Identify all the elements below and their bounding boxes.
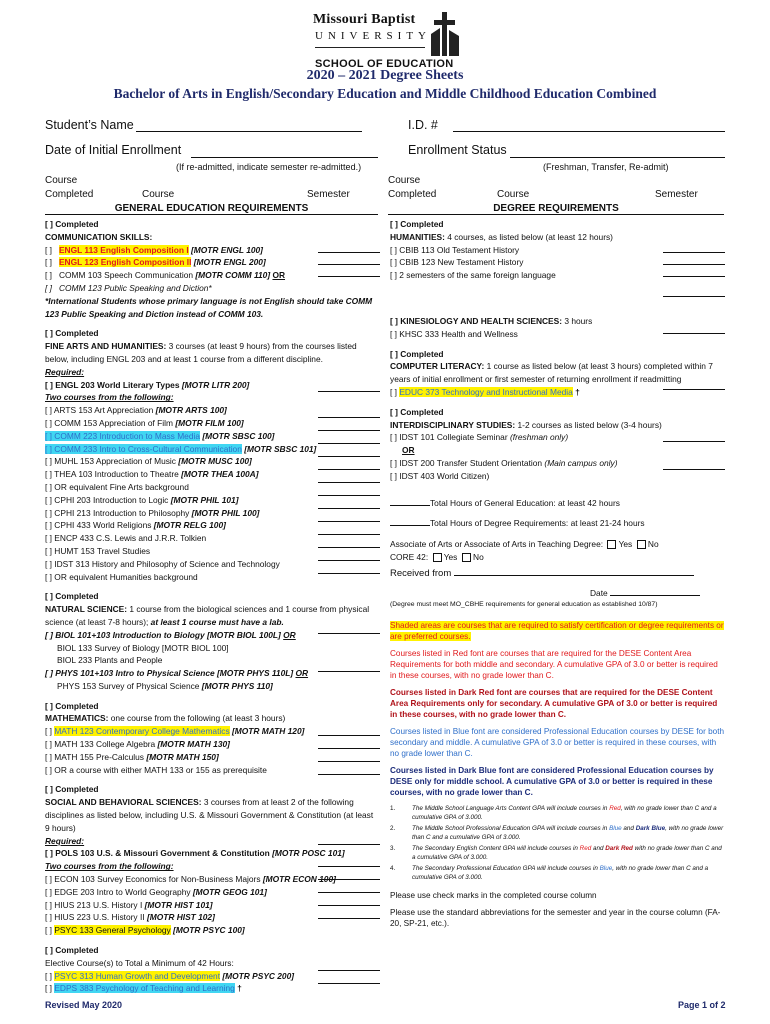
right-col-semester-label: Semester [655,189,698,200]
semester-blank[interactable] [663,469,725,470]
or-label: OR [402,445,415,456]
item-text: The Middle School Professional Education GPA will include courses in Blue and Dark Blue, with no grade lower than C and a cumulative GPA of 3.000. [412,825,724,842]
degree-column [390,218,726,929]
course-name: [ ] CPHI 433 World Religions [45,520,152,531]
no-checkbox[interactable] [637,540,646,549]
semester-blank[interactable] [663,276,725,277]
list-item [45,404,380,417]
elect-completed-checkbox[interactable]: [ ] Completed [45,945,99,956]
semester-blank[interactable] [663,296,725,297]
kin-desc: [ ] KINESIOLOGY AND HEALTH SCIENCES: 3 hours [390,315,593,326]
hum-desc: HUMANITIES: 4 courses, as listed below (at least 12 hours) [390,231,613,242]
course-name: [ ] THEA 103 Introduction to Theatre [45,469,179,480]
required-label: Required: [45,366,85,377]
motr-code: [MOTR GEOG 101] [192,886,267,897]
semester-blank[interactable] [318,905,380,906]
engl-123: ENGL 123 English Composition II [58,257,192,268]
semester-blank[interactable] [318,508,380,509]
left-col-course2-label: Course [142,189,175,200]
cl-completed-checkbox[interactable]: [ ] Completed [390,348,444,359]
course-name: [ ] OR equivalent Fine Arts background [45,481,189,492]
semester-blank[interactable] [318,633,380,634]
item-number: 1. [390,805,396,813]
left-col-completed-label: Completed [45,189,94,200]
list-item [45,430,380,443]
course-name: MATH 123 Contemporary College Mathematics [54,726,230,737]
color-word: Red [579,845,592,853]
core42: CORE 42: Yes No [390,551,484,562]
university-logo [313,10,463,70]
course-name: [ ] HUMT 153 Travel Studies [45,545,151,556]
motr-code: [MOTR SBSC 100] [202,430,275,441]
cl-desc: COMPUTER LITERACY: 1 course as listed below (at least 3 hours) completed within 7 years of initial enrollment or first semester of returning enrollment if readmitting [390,361,713,385]
course-name: [ ] HIUS 223 U.S. History II [45,912,145,923]
required-label: Required: [45,835,85,846]
id-completed-checkbox[interactable]: [ ] Completed [390,406,444,417]
semester-blank[interactable] [663,389,725,390]
id-desc: INTERDISCIPLINARY STUDIES: 1-2 courses as listed below (3-4 hours) [390,419,662,430]
right-col-completed-label: Completed [388,189,437,200]
motr-code: [MOTR HIST 101] [144,899,213,910]
fa-desc: FINE ARTS AND HUMANITIES: 3 courses (at least 9 hours) from the courses listed below, including ENGL 203 and at least 1 course from a different discipline. [45,341,357,364]
math-completed-checkbox[interactable]: [ ] Completed [45,700,99,711]
semester-blank[interactable] [318,534,380,535]
semester-blank[interactable] [318,264,380,265]
check-note: Please use check marks in the completed course column [390,891,597,901]
shaded-note: Shaded areas are courses that are required to satisfy certification or degree requirements or are preferred courses. [390,621,724,642]
list-item: [ ] IDST 403 World Citizen) [390,470,490,481]
enrollment-status-field[interactable] [510,157,725,158]
total-degree: Total Hours of Degree Requirements: at least 21-24 hours [390,517,726,530]
motr-code: [MOTR PHIL 100] [191,507,260,518]
engl-203: [ ] ENGL 203 World Literary Types [MOTR LITR 200] [45,379,250,390]
id-field[interactable] [453,131,725,132]
list-item [45,443,380,456]
course-name: [ ] CPHI 213 Introduction to Philosophy [45,507,190,518]
gpa-item [390,864,726,882]
course-name: [ ] ARTS 153 Art Appreciation [45,405,154,416]
two-from-label: Two courses from the following: [45,392,174,403]
elect-desc: Elective Course(s) to Total a Minimum of 42 Hours: [45,957,234,968]
received-from: Received from [390,567,726,581]
fa-list [45,404,380,583]
list-item: [ ] CBIB 113 Old Testament History [390,244,520,255]
motr-code: [MOTR MATH 150] [146,751,219,762]
course-name: [ ] COMM 223 Introduction to Mass Media [45,430,200,441]
semester-blank[interactable] [318,560,380,561]
course-name: [ ] IDST 313 History and Philosophy of Science and Technology [45,558,280,569]
course-name: [ ] COMM 153 Appreciation of Film [45,417,173,428]
cross-building-icon [431,12,459,56]
list-item: [ ] BIOL 101+103 Introduction to Biology [MOTR BIOL 100L] OR [45,629,296,640]
color-word: Red [609,805,621,813]
list-item: BIOL 133 Survey of Biology [MOTR BIOL 100] [57,642,229,653]
edps-383: [ ] EDPS 383 Psychology of Teaching and Learning † [45,983,242,994]
degree-title: Bachelor of Arts in English/Secondary Education and Middle Childhood Education Combined [113,86,657,101]
semester-blank[interactable] [318,761,380,762]
pols-103: [ ] POLS 103 U.S. & Missouri Government & Constitution [MOTR POSC 101] [45,848,345,859]
course-name: [ ] MUHL 153 Appreciation of Music [45,456,176,467]
semester-blank[interactable] [318,844,380,845]
dark-blue-note: Courses listed in Dark Blue font are considered Professional Education courses by DESE only for middle school. A cumulative GPA of 3.0 or better is required in these courses, with no grade lower than C. [390,766,714,798]
logo-line-3: SCHOOL OF EDUCATION [315,58,454,70]
box: [ ] MATH 133 College Algebra [45,739,156,750]
semester-blank[interactable] [318,276,380,277]
motr-code: [MOTR MATH 120] [231,726,305,737]
motr-code: [MOTR MATH 130] [157,739,230,750]
semester-blank[interactable] [318,970,380,971]
blue-note: Courses listed in Blue font are considered Professional Education courses by DESE for both secondary and middle. A cumulative GPA of 3.0 or better is required in these courses, with no grade lower than C. [390,727,725,759]
motr-code: [MOTR MUSC 100] [178,456,252,467]
item-number: 2. [390,825,396,833]
readmit-note: (If re-admitted, indicate semester re-admitted.) [176,162,362,172]
fa-completed-checkbox[interactable]: [ ] Completed [45,328,99,339]
intl-note: *International Students whose primary language is not English should take COMM 123 Public Speaking and Diction instead of COMM 103. [45,295,373,319]
list-item: [ ] COMM 123 Public Speaking and Diction* [45,282,212,293]
motr-code: [MOTR ECON 100] [262,874,336,885]
dark-red-note: Courses listed in Dark Red font are courses that are required for the DESE Content Area Requirements only for secondary. A cumulative GPA of 3.0 or better is required in these courses, with no grade lower than C. [390,688,718,720]
list-item: [ ] IDST 200 Transfer Student Orientation (Main campus only) [390,457,618,468]
semester-blank[interactable] [318,892,380,893]
course-name: [ ] COMM 233 Intro to Cross-Cultural Communication [45,443,242,454]
motr-code: [MOTR THEA 100A] [181,469,259,480]
color-word: Dark Red [605,845,633,853]
list-item: [ ] PHYS 101+103 Intro to Physical Science [MOTR PHYS 110L] OR [45,668,309,679]
item-text: The Middle School Language Arts Content GPA will include courses in Red, with no grade lower than C and a cumulative GPA of 3.000. [412,805,717,822]
list-item: PHYS 153 Survey of Physical Science [MOTR PHYS 110] [57,680,273,691]
course-name: [ ] EDGE 203 Intro to World Geography [45,886,191,897]
status-note: (Freshman, Transfer, Re-admit) [543,162,669,172]
student-name-label: Student’s Name [45,118,134,132]
engl-113: ENGL 113 English Composition I [58,244,189,255]
enrollment-status-label: Enrollment Status [408,143,507,157]
semester-blank[interactable] [318,547,380,548]
list-item [45,455,380,468]
semester-blank[interactable] [318,866,380,867]
motr-code: [MOTR RELG 100] [153,520,226,531]
semester-blank[interactable] [318,430,380,431]
total-gen-ed: Total Hours of General Education: at least 42 hours [390,497,726,510]
item-number: 3. [390,845,396,853]
revised-date: Revised May 2020 [45,1000,123,1010]
semester-blank[interactable] [318,735,380,736]
motr-code: [MOTR ARTS 100] [155,405,227,416]
course-name: [ ] CPHI 203 Introduction to Logic [45,494,169,505]
list-item: [ ] 2 semesters of the same foreign language [390,270,556,281]
math-list [45,725,380,776]
ns-completed-checkbox[interactable]: [ ] Completed [45,591,99,602]
degree-req-header: DEGREE REQUIREMENTS [388,203,724,215]
semester-blank[interactable] [318,983,380,984]
assoc-degree: Associate of Arts or Associate of Arts in Teaching Degree: Yes No [390,539,659,550]
semester-blank[interactable] [318,748,380,749]
semester-blank[interactable] [318,443,380,444]
list-item: [ ] ENGL 113 English Composition I [MOTR ENGL 100] [45,244,263,255]
math-desc: MATHEMATICS: one course from the following (at least 3 hours) [45,713,286,724]
semester-blank[interactable] [318,469,380,470]
logo-line-2: UNIVERSITY [315,30,431,42]
item-number: 4. [390,865,396,873]
semester-blank[interactable] [318,521,380,522]
list-item: BIOL 233 Plants and People [57,655,163,666]
right-col-course-label: Course [388,175,421,186]
semester-blank[interactable] [318,391,380,392]
red-note: Courses listed in Red font are courses that are required for the DESE Content Area Requirements for both middle and secondary. A cumulative GPA of 3.0 or better is required in these courses, with no grade lower than C. [390,649,718,681]
motr-code: [MOTR PHIL 101] [170,494,239,505]
semester-blank[interactable] [318,879,380,880]
list-item: [ ] ENGL 123 English Composition II [MOTR ENGL 200] [45,257,266,268]
list-item: [ ] COMM 103 Speech Communication [MOTR COMM 110] OR [45,270,286,281]
semester-blank[interactable] [318,252,380,253]
item-text: The Secondary Professional Education GPA will include courses in Blue, with no grade lower than C and a cumulative GPA of 3.000. [412,865,709,882]
item-text: The Secondary English Content GPA will include courses in Red and Dark Red with no grade lower than C and a cumulative GPA of 3.000. [412,845,722,862]
color-word: Blue [609,825,622,833]
semester-blank[interactable] [663,252,725,253]
student-name-field[interactable] [136,131,362,132]
box: [ ] OR a course with either MATH 133 or 155 as prerequisite [45,764,267,775]
semester-blank[interactable] [663,333,725,334]
mo-note: (Degree must meet MO_CBHE requirements for general education as established 10/87) [390,601,658,609]
gpa-item [390,844,726,862]
course-name: [ ] ENCP 433 C.S. Lewis and J.R.R. Tolkien [45,533,207,544]
list-item [45,725,380,738]
comm-completed-checkbox[interactable]: [ ] Completed [45,219,99,229]
left-col-course-label: Course [45,175,78,186]
comm-title: COMMUNICATION SKILLS: [45,231,153,242]
semester-blank[interactable] [318,918,380,919]
semester-blank[interactable] [318,774,380,775]
semester-blank[interactable] [318,482,380,483]
semester-blank[interactable] [663,264,725,265]
gpa-list [390,804,726,882]
list-item [45,417,380,430]
list-item: [ ] CBIB 123 New Testament History [390,257,524,268]
box: [ ] MATH 155 Pre-Calculus [45,751,144,762]
ns-desc: NATURAL SCIENCE: 1 course from the biological sciences and 1 course from physical science (at least 7-8 hours); at least 1 course must have a lab. [45,604,370,627]
right-col-course2-label: Course [497,189,530,200]
yes-checkbox[interactable] [607,540,616,549]
color-word: Blue [599,865,613,873]
course-name: [ ] ECON 103 Survey Economics for Non-Business Majors [45,874,261,885]
semester-blank[interactable] [318,495,380,496]
semester-blank[interactable] [318,456,380,457]
educ-373: [ ] EDUC 373 Technology and Instructional Media † [390,386,580,397]
course-name: [ ] OR equivalent Humanities background [45,571,198,582]
box: [ ] [45,726,55,737]
enrollment-date-label: Date of Initial Enrollment [45,143,182,157]
psyc-313: [ ] PSYC 313 Human Growth and Development [MOTR PSYC 200] [45,970,295,981]
sheet-year-title: 2020 – 2021 Degree Sheets [306,68,464,83]
id-label: I.D. # [408,118,438,132]
semester-blank[interactable] [318,573,380,574]
semester-blank[interactable] [663,441,725,442]
course-name: [ ] HIUS 213 U.S. History I [45,899,143,910]
date-field: Date [390,587,726,600]
hum-completed-checkbox[interactable]: [ ] Completed [390,219,444,229]
abbr-note: Please use the standard abbreviations for the semester and year in the course column (FA-20, SP-21, etc.). [390,908,721,929]
left-col-semester-label: Semester [307,189,350,200]
enrollment-date-field[interactable] [191,157,378,158]
ss-list [45,873,380,924]
color-word: Dark Blue [635,825,666,833]
gpa-item [390,804,726,822]
list-item [45,468,380,481]
semester-blank[interactable] [318,417,380,418]
motr-code: [MOTR FILM 100] [175,417,244,428]
gen-ed-header: GENERAL EDUCATION REQUIREMENTS [45,203,378,215]
ss-desc: SOCIAL AND BEHAVIORAL SCIENCES: 3 courses from at least 2 of the following disciplines as listed below, including U.S. & Missouri Government & Constitution (at least 9 hours) [45,797,374,833]
gpa-item [390,824,726,842]
semester-blank[interactable] [318,671,380,672]
logo-line-1: Missouri Baptist [313,12,416,27]
page-number: Page 1 of 2 [678,1000,726,1010]
psyc-133: [ ] PSYC 133 General Psychology [MOTR PSYC 100] [45,925,245,936]
two-from-label: Two courses from the following: [45,861,174,872]
motr-code: [MOTR SBSC 101] [244,443,317,454]
list-item: [ ] KHSC 333 Health and Wellness [390,328,518,339]
ss-completed-checkbox[interactable]: [ ] Completed [45,784,99,795]
motr-code: [MOTR HIST 102] [146,912,215,923]
list-item: [ ] IDST 101 Collegiate Seminar (freshman only) [390,432,569,443]
